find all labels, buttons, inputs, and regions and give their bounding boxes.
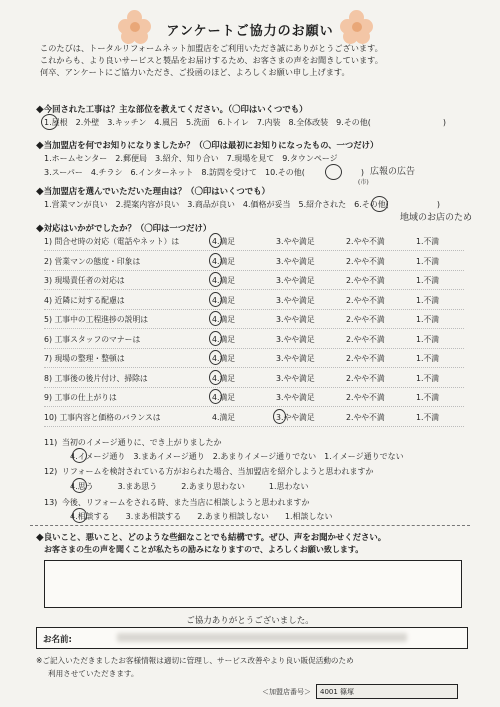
satisfaction-choice[interactable]: 4.満足 bbox=[212, 334, 236, 344]
satisfaction-choice[interactable]: 2.やや不満 bbox=[346, 315, 385, 324]
satisfaction-choice[interactable]: 4.満足 bbox=[212, 256, 236, 266]
satisfaction-choice[interactable]: 1.不満 bbox=[416, 315, 440, 324]
name-label: お名前: bbox=[43, 635, 72, 645]
answer-circle-mark bbox=[209, 272, 222, 287]
satisfaction-item-label: 2) 営業マンの態度・印象は bbox=[44, 256, 141, 266]
satisfaction-choice[interactable]: 3.やや満足 bbox=[276, 276, 315, 285]
satisfaction-choice[interactable]: 3.やや満足 bbox=[276, 237, 315, 246]
q12-options[interactable]: 4.思う 3.まあ思う 2.あまり思わない 1.思わない bbox=[70, 482, 309, 491]
comment-heading: ◆良いこと、悪いこと、どのような些細なことでも結構です。ぜひ、声をお聞かせください。 bbox=[36, 532, 387, 543]
satisfaction-item-label: 7) 現場の整理・整頓は bbox=[44, 354, 125, 363]
privacy-notice: 利用させていただきます。 bbox=[48, 669, 139, 678]
satisfaction-row bbox=[44, 373, 464, 387]
satisfaction-row bbox=[44, 412, 464, 426]
answer-circle-mark bbox=[209, 370, 222, 385]
satisfaction-choice[interactable]: 4.満足 bbox=[212, 354, 236, 363]
satisfaction-item-label: 10) 工事内容と価格のバランスは bbox=[44, 412, 161, 422]
answer-circle-mark bbox=[209, 389, 222, 404]
handwritten-answer: 広報の広告 bbox=[370, 167, 416, 177]
satisfaction-choice[interactable]: 4.満足 bbox=[212, 373, 236, 383]
satisfaction-choice[interactable]: 2.やや不満 bbox=[346, 334, 385, 344]
satisfaction-row bbox=[44, 392, 464, 406]
satisfaction-choice[interactable]: 1.不満 bbox=[416, 256, 440, 266]
satisfaction-row bbox=[44, 275, 464, 289]
q1-options[interactable]: 1.屋根 2.外壁 3.キッチン 4.風呂 5.洗面 6.トイレ 7.内装 8.全体改装 9.その他( ) bbox=[44, 118, 446, 127]
question-heading: ◆今回された工事は？主な部位を教えてください。（〇印はいくつでも） bbox=[36, 104, 308, 115]
satisfaction-item-label: 1) 問合せ時の対応（電話やネット）は bbox=[44, 237, 180, 246]
answer-circle-mark bbox=[72, 448, 87, 463]
satisfaction-choice[interactable]: 3.やや満足 bbox=[276, 354, 315, 363]
satisfaction-choice[interactable]: 3.やや満足 bbox=[276, 412, 315, 422]
satisfaction-choice[interactable]: 2.やや不満 bbox=[346, 256, 385, 266]
privacy-notice: ※ご記入いただきましたお客様情報は適切に管理し、サービス改善やより良い販促活動のため bbox=[36, 656, 354, 665]
satisfaction-row bbox=[44, 334, 464, 348]
answer-circle-mark bbox=[41, 114, 58, 130]
answer-circle-mark bbox=[209, 253, 222, 268]
satisfaction-choice[interactable]: 1.不満 bbox=[416, 237, 440, 246]
satisfaction-choice[interactable]: 4.満足 bbox=[212, 295, 236, 305]
satisfaction-choice[interactable]: 2.やや不満 bbox=[346, 276, 385, 285]
satisfaction-choice[interactable]: 2.やや不満 bbox=[346, 412, 385, 422]
satisfaction-item-label: 9) 工事の仕上がりは bbox=[44, 393, 117, 402]
question-heading: 11) 当初のイメージ通りに、でき上がりましたか bbox=[44, 438, 222, 447]
store-number-box bbox=[316, 684, 458, 699]
satisfaction-choice[interactable]: 4.満足 bbox=[212, 237, 236, 246]
satisfaction-item-label: 8) 工事後の後片付け、掃除は bbox=[44, 373, 148, 383]
q2-options-row2[interactable]: 3.スーパー 4.チラシ 6.インターネット 8.訪問を受けて 10.その他( ) bbox=[44, 168, 364, 177]
satisfaction-choice[interactable]: 3.やや満足 bbox=[276, 373, 315, 383]
satisfaction-choice[interactable]: 1.不満 bbox=[416, 354, 440, 363]
store-code: 4001 篠塚 bbox=[320, 688, 355, 696]
question-heading: ◆当加盟店を選んでいただいた理由は？（〇印はいくつでも） bbox=[36, 186, 270, 197]
satisfaction-choice[interactable]: 2.やや不満 bbox=[346, 393, 385, 402]
question-heading: ◆対応はいかがでしたか？（〇印は一つだけ） bbox=[36, 223, 212, 234]
satisfaction-choice[interactable]: 3.やや満足 bbox=[276, 315, 315, 324]
divider bbox=[30, 525, 470, 526]
question-heading: 12) リフォームを検討されている方がおられた場合、当加盟店を紹介しようと思われますか bbox=[44, 467, 374, 476]
q3-options[interactable]: 1.営業マンが良い 2.提案内容が良い 3.商品が良い 4.価格が妥当 5.紹介された 6.その他( ) bbox=[44, 200, 441, 209]
handwritten-answer: 地域のお店のため bbox=[400, 213, 473, 223]
intro-line: 何卒、アンケートにご協力いただき、ご投函のほど、よろしくお願い申し上げます。 bbox=[40, 67, 350, 77]
comment-subheading: お客さまの生の声を聞くことが私たちの励みになりますので、よろしくお願い致します。 bbox=[44, 545, 364, 554]
satisfaction-row bbox=[44, 353, 464, 367]
satisfaction-choice[interactable]: 1.不満 bbox=[416, 295, 440, 305]
satisfaction-item-label: 3) 現場責任者の対応は bbox=[44, 276, 125, 285]
satisfaction-choice[interactable]: 1.不満 bbox=[416, 373, 440, 383]
satisfaction-choice[interactable]: 1.不満 bbox=[416, 334, 440, 344]
handwritten-note: (市) bbox=[358, 179, 369, 186]
comment-box[interactable] bbox=[44, 560, 462, 608]
answer-circle-mark bbox=[209, 233, 222, 248]
question-heading: 13) 今後、リフォームをされる時、また当店に相談しようと思われますか bbox=[44, 498, 310, 507]
name-field[interactable] bbox=[36, 627, 468, 649]
satisfaction-choice[interactable]: 2.やや不満 bbox=[346, 354, 385, 363]
satisfaction-choice[interactable]: 3.やや満足 bbox=[276, 256, 315, 266]
satisfaction-choice[interactable]: 2.やや不満 bbox=[346, 295, 385, 305]
satisfaction-item-label: 6) 工事スタッフのマナーは bbox=[44, 334, 141, 344]
answer-circle-mark bbox=[209, 350, 222, 365]
intro-line: これからも、より良いサービスと製品をお届けするため、お客さまの声をお聞きしています。 bbox=[40, 55, 383, 65]
q11-options[interactable]: 4.イメージ通り 3.まあイメージ通り 2.あまりイメージ通りでない 1.イメージ通りでない bbox=[70, 452, 404, 461]
thanks-text: ご協力ありがとうございました。 bbox=[186, 616, 314, 626]
answer-circle-mark bbox=[371, 196, 388, 212]
satisfaction-choice[interactable]: 4.満足 bbox=[212, 315, 236, 324]
satisfaction-row bbox=[44, 236, 464, 250]
satisfaction-row bbox=[44, 295, 464, 309]
satisfaction-choice[interactable]: 3.やや満足 bbox=[276, 295, 315, 305]
answer-circle-mark bbox=[325, 164, 342, 180]
satisfaction-choice[interactable]: 4.満足 bbox=[212, 393, 236, 402]
satisfaction-item-label: 4) 近隣に対する配慮は bbox=[44, 295, 125, 305]
satisfaction-choice[interactable]: 4.満足 bbox=[212, 412, 236, 422]
answer-circle-mark bbox=[209, 311, 222, 326]
answer-circle-mark bbox=[72, 508, 87, 523]
satisfaction-choice[interactable]: 1.不満 bbox=[416, 412, 440, 422]
satisfaction-choice[interactable]: 1.不満 bbox=[416, 393, 440, 402]
answer-circle-mark bbox=[209, 331, 222, 346]
page-title: アンケートご協力のお願い bbox=[166, 24, 334, 39]
redacted-name bbox=[117, 633, 407, 642]
answer-circle-mark bbox=[72, 478, 87, 493]
satisfaction-item-label: 5) 工事中の工程進捗の説明は bbox=[44, 315, 149, 324]
satisfaction-row bbox=[44, 256, 464, 270]
answer-circle-mark bbox=[273, 409, 286, 424]
q13-options[interactable]: 4.相談する 3.まあ相談する 2.あまり相談しない 1.相談しない bbox=[70, 512, 333, 521]
satisfaction-choice[interactable]: 4.満足 bbox=[212, 276, 236, 285]
question-heading: ◆当加盟店を何でお知りになりましたか？（〇印は最初にお知りになったもの、一つだけ） bbox=[36, 140, 379, 151]
intro-line: このたびは、トータルリフォームネット加盟店をご利用いただき誠にありがとうございます。 bbox=[40, 43, 383, 53]
satisfaction-choice[interactable]: 2.やや不満 bbox=[346, 237, 385, 246]
store-number-label: ＜加盟店番号＞ bbox=[262, 688, 311, 696]
satisfaction-choice[interactable]: 1.不満 bbox=[416, 276, 440, 285]
satisfaction-row bbox=[44, 314, 464, 328]
satisfaction-choice[interactable]: 3.やや満足 bbox=[276, 393, 315, 402]
satisfaction-choice[interactable]: 2.やや不満 bbox=[346, 373, 385, 383]
q2-options-row1[interactable]: 1.ホームセンター 2.郵便局 3.紹介、知り合い 7.現場を見て 9.タウンページ bbox=[44, 154, 338, 163]
satisfaction-choice[interactable]: 3.やや満足 bbox=[276, 334, 315, 344]
answer-circle-mark bbox=[209, 292, 222, 307]
